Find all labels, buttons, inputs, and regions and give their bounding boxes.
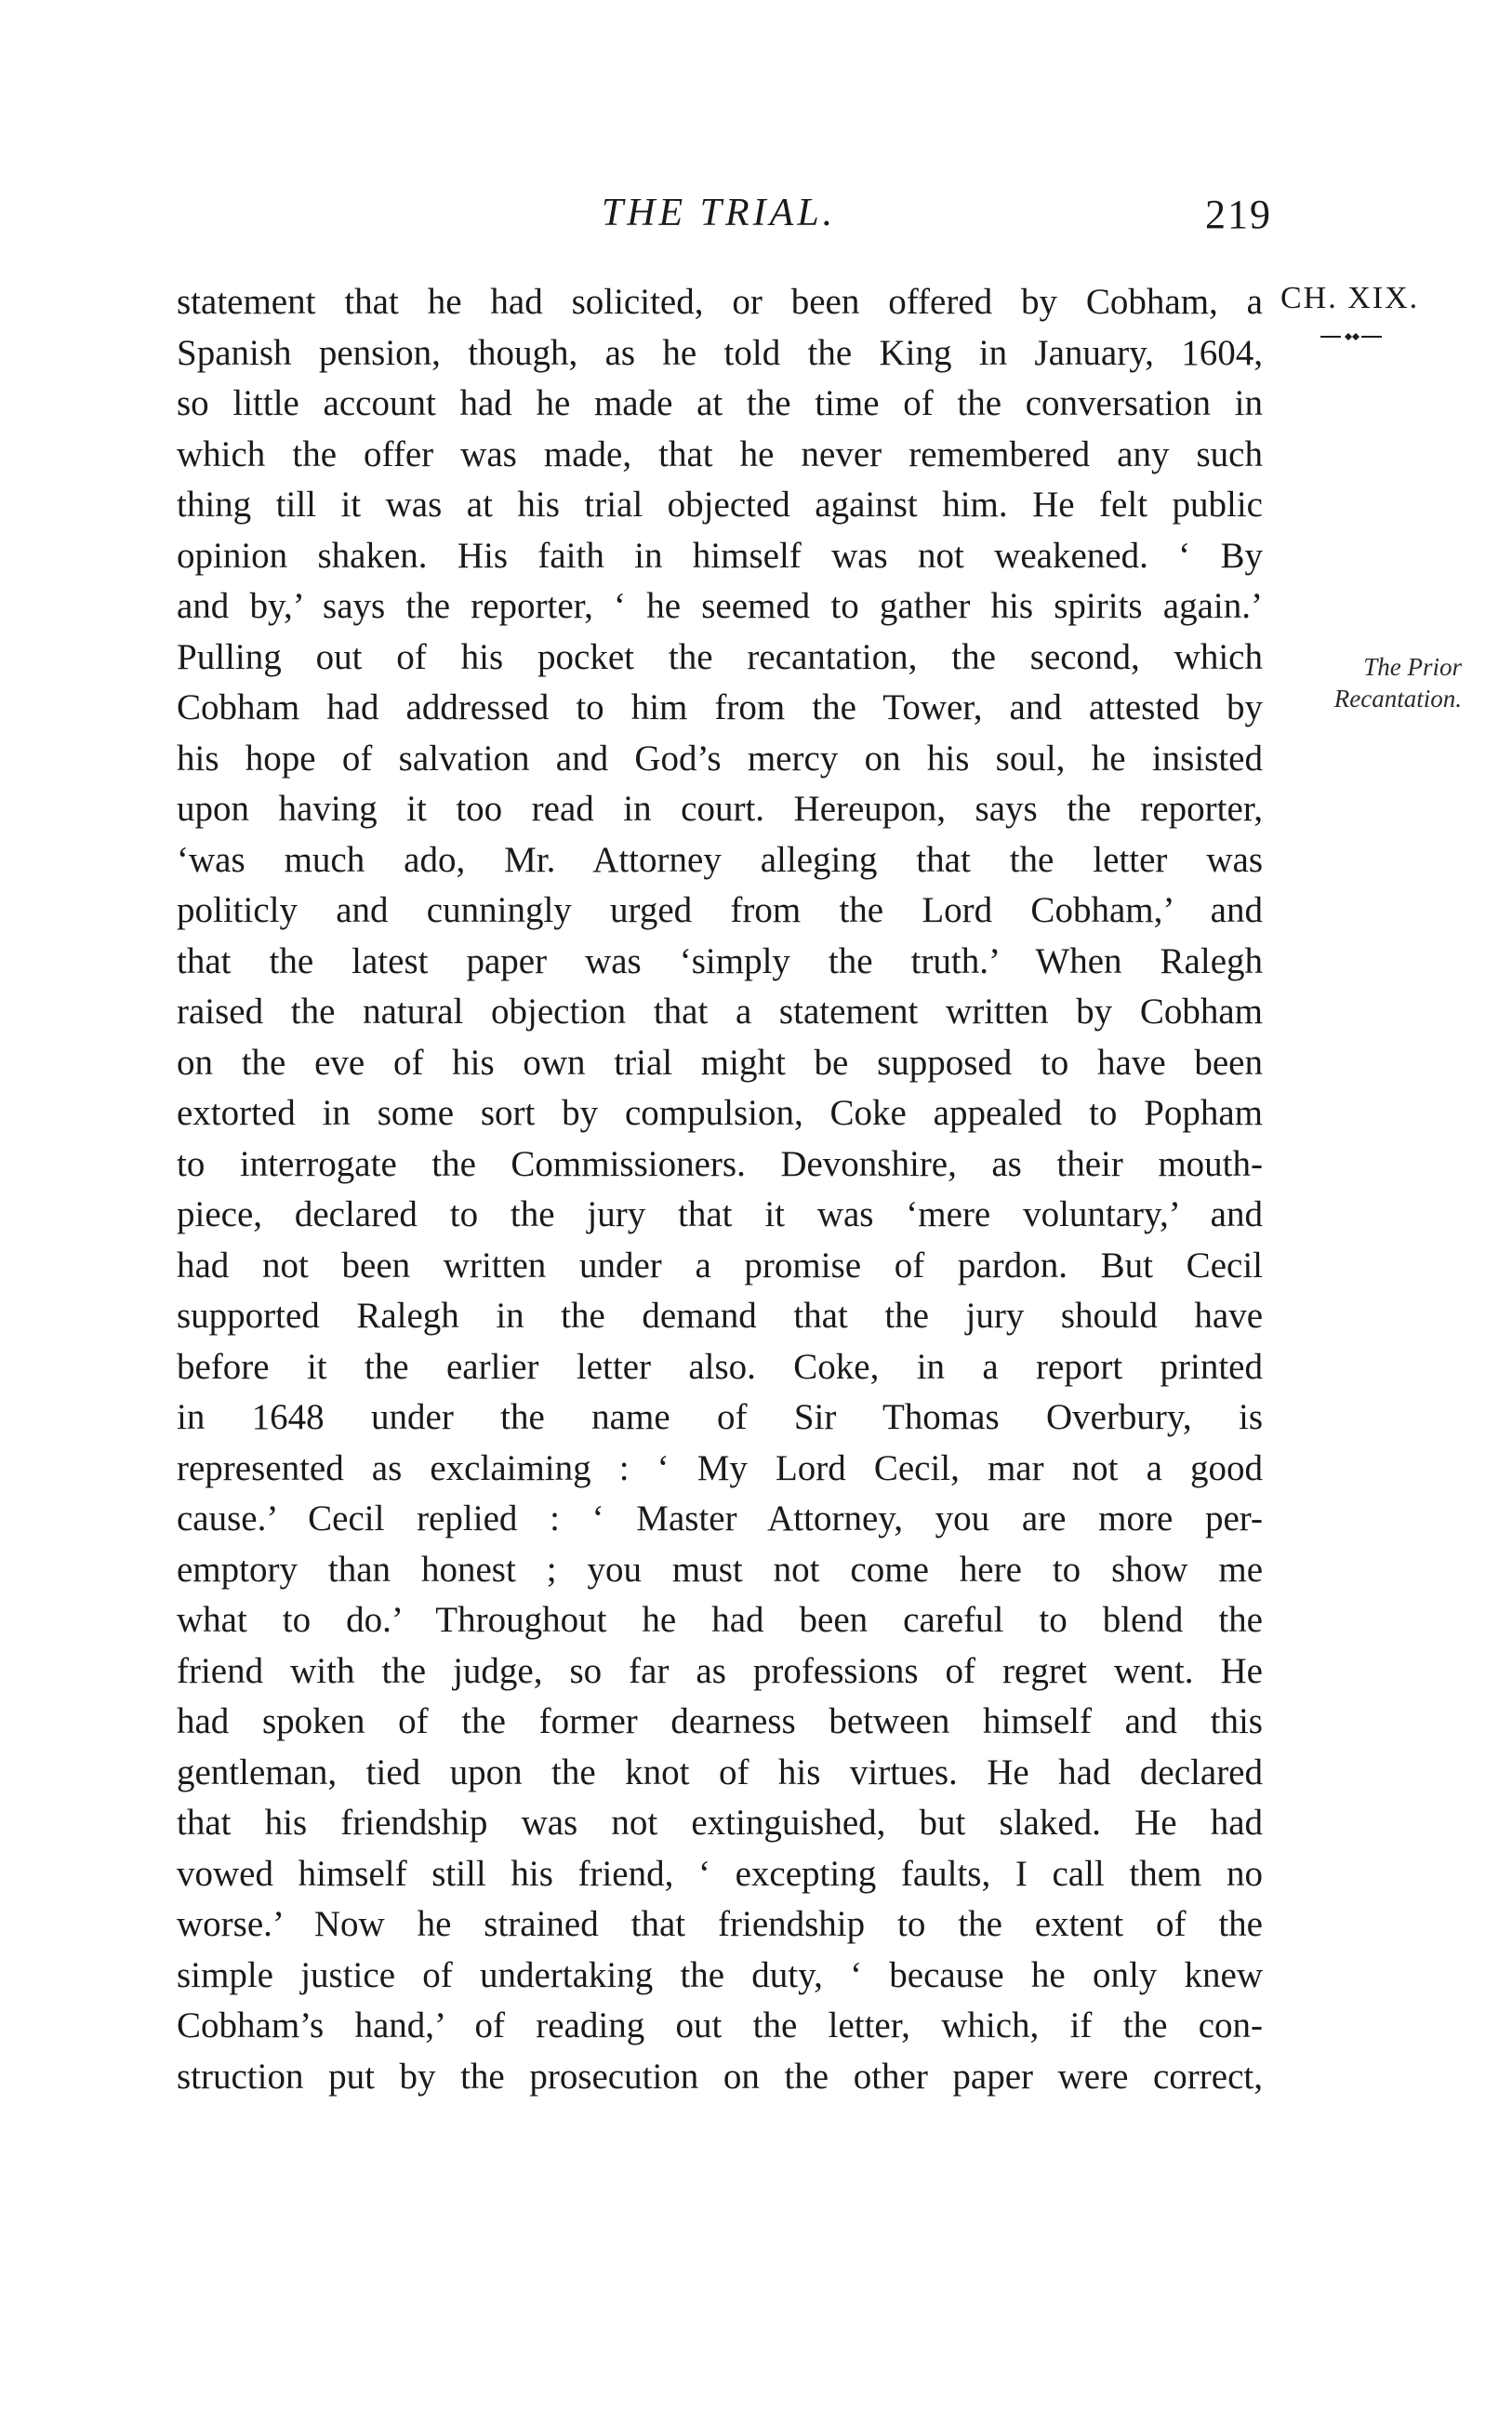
text-line: opinion shaken. His faith in himself was not weakened. ‘ By: [177, 535, 1263, 576]
text-line: ‘was much ado, Mr. Attorney alleging that the letter was: [177, 839, 1263, 880]
body-text: [177, 277, 1263, 2102]
text-line: supported Ralegh in the demand that the jury should have: [177, 1296, 1263, 1336]
marginal-note: [1276, 651, 1462, 714]
marginal-note-line: The Prior: [1363, 653, 1462, 681]
text-line: before it the earlier letter also. Coke, in a report printed: [177, 1346, 1263, 1387]
text-line: what to do.’ Throughout he had been careful to blend the: [177, 1600, 1263, 1640]
chapter-marker: CH. XIX.: [1280, 281, 1420, 315]
text-line: thing till it was at his trial objected against him. He felt public: [177, 485, 1263, 525]
text-line: had spoken of the former dearness between himself and this: [177, 1701, 1263, 1741]
running-title: THE TRIAL.: [601, 192, 837, 234]
text-line: had not been written under a promise of pardon. But Cecil: [177, 1245, 1263, 1285]
page-number: 219: [1205, 192, 1272, 237]
text-line: that his friendship was not extinguished, but slaked. He had: [177, 1803, 1263, 1843]
text-line: worse.’ Now he strained that friendship to the extent of the: [177, 1904, 1263, 1944]
marginal-note-line: Recantation.: [1333, 685, 1462, 713]
text-line: Spanish pension, though, as he told the King in January, 1604,: [177, 332, 1263, 373]
text-line: friend with the judge, so far as professions of regret went. He: [177, 1650, 1263, 1691]
text-line: raised the natural objection that a statement written by Cobham: [177, 992, 1263, 1032]
text-line: extorted in some sort by compulsion, Coke appealed to Popham: [177, 1093, 1263, 1133]
text-line: simple justice of undertaking the duty, ‘ because he only knew: [177, 1954, 1263, 1995]
running-head: [175, 191, 1272, 246]
text-line: on the eve of his own trial might be supposed to have been: [177, 1042, 1263, 1083]
text-line: struction put by the prosecution on the other paper were correct,: [177, 2056, 1263, 2097]
text-line: to interrogate the Commissioners. Devonshire, as their mouth-: [177, 1143, 1263, 1184]
text-line: represented as exclaiming : ‘ My Lord Cecil, mar not a good: [177, 1447, 1263, 1488]
text-line: piece, declared to the jury that it was ‘mere voluntary,’ and: [177, 1194, 1263, 1234]
text-line: his hope of salvation and God’s mercy on his soul, he insisted: [177, 738, 1263, 779]
text-line: Cobham had addressed to him from the Tower, and attested by: [177, 687, 1263, 727]
text-line: so little account had he made at the time of the conversation in: [177, 383, 1263, 423]
text-line: Pulling out of his pocket the recantation, the second, which: [177, 636, 1263, 677]
ornament-icon: [1319, 327, 1384, 346]
text-line: statement that he had solicited, or been offered by Cobham, a: [177, 282, 1263, 322]
text-line: which the offer was made, that he never remembered any such: [177, 433, 1263, 474]
text-line: gentleman, tied upon the knot of his virtues. He had declared: [177, 1752, 1263, 1792]
text-line: politicly and cunningly urged from the Lord Cobham,’ and: [177, 890, 1263, 930]
text-line: and by,’ says the reporter, ‘ he seemed to gather his spirits again.’: [177, 586, 1263, 626]
text-line: emptory than honest ; you must not come here to show me: [177, 1549, 1263, 1590]
text-line: vowed himself still his friend, ‘ excepting faults, I call them no: [177, 1853, 1263, 1894]
text-line: that the latest paper was ‘simply the truth.’ When Ralegh: [177, 940, 1263, 981]
text-line: upon having it too read in court. Hereupon, says the reporter,: [177, 789, 1263, 829]
text-line: in 1648 under the name of Sir Thomas Overbury, is: [177, 1397, 1263, 1437]
text-line: Cobham’s hand,’ of reading out the letter, which, if the con-: [177, 2005, 1263, 2045]
text-line: cause.’ Cecil replied : ‘ Master Attorney, you are more per-: [177, 1499, 1263, 1539]
